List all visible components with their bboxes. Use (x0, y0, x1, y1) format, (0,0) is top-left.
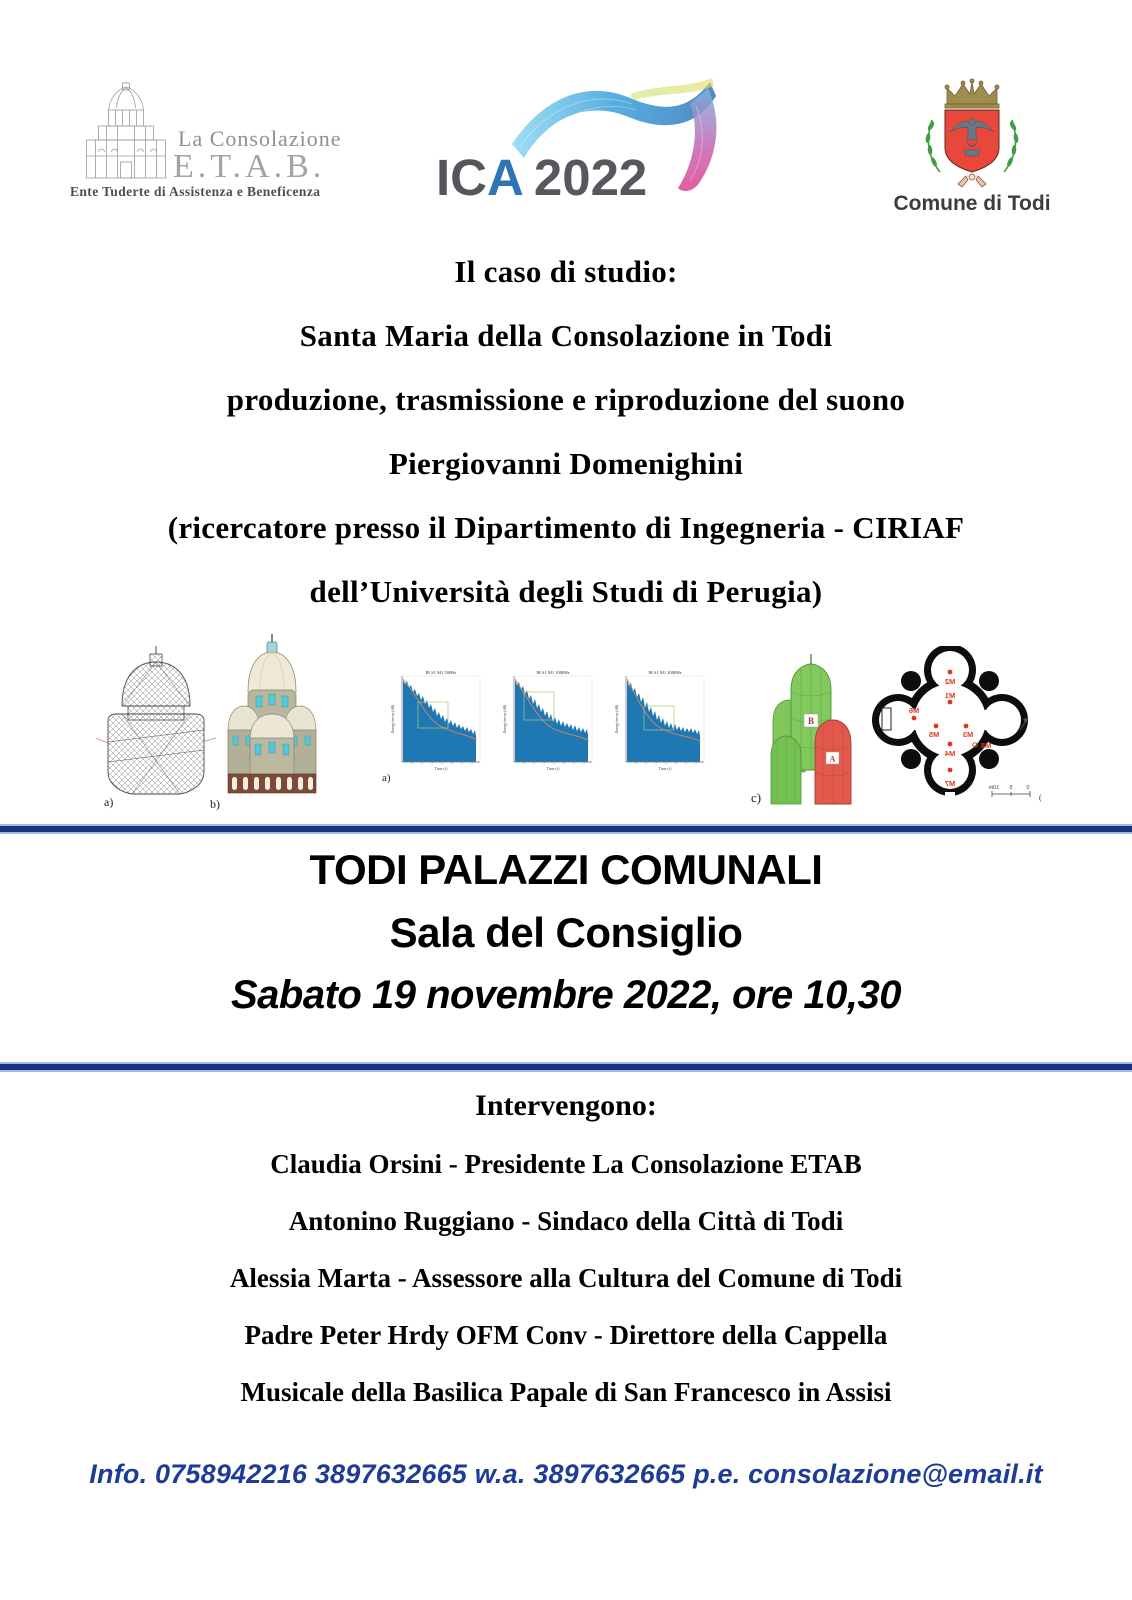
event-venue: TODI PALAZZI COMUNALI (309, 845, 823, 893)
etab-title: La Consolazione (178, 126, 342, 151)
plan-point-m8: M8 (980, 741, 992, 750)
wireframe-church-figure (92, 642, 220, 800)
plan-scale-0: 0 (1026, 785, 1030, 791)
plan-scale-10m: 10m (988, 785, 1000, 791)
plan-point-m4: M4 (944, 749, 956, 758)
divider-line-top (0, 824, 1132, 834)
plan-point-m5: M5 (928, 730, 940, 739)
speaker-antonino-ruggiano: Antonino Ruggiano - Sindaco della Città di Todi (288, 1206, 844, 1236)
footer-contact-info: Info. 0758942216 3897632665 w.a. 3897632665 p.e. consolazione@email.it (89, 1458, 1043, 1489)
speaker-padre-peter-hrdy: Padre Peter Hrdy OFM Conv - Direttore della Cappella (244, 1320, 888, 1350)
figure-label-a: a) (104, 795, 114, 809)
event-block (0, 838, 1132, 1027)
ica-2022-logo (430, 66, 722, 210)
title-line-3: produzione, trasmissione e riproduzione del suono (226, 382, 906, 417)
ica-year-text: 2022 (533, 149, 648, 206)
solid-church-figure (222, 634, 322, 802)
etab-acronym: E.T.A.B. (173, 148, 326, 185)
figure-label-charts: a) (382, 772, 391, 784)
title-line-6: dell’Università degli Studi di Perugia) (309, 574, 823, 609)
title-block (0, 240, 1132, 624)
plan-point-m3: M3 (962, 730, 974, 739)
chart-title: IR S1 M1 500Hz (425, 670, 457, 675)
figure-label-c: c) (751, 790, 762, 805)
zone-b-label: B (807, 716, 815, 726)
chart-xlabel: Time (s) (546, 767, 560, 771)
title-line-5: (ricercatore presso il Dipartimento di Ingegneria - CIRIAF (167, 510, 965, 545)
decay-chart-1000hz (500, 666, 600, 780)
decay-chart-2000hz (612, 666, 712, 780)
chart-xlabel: Time (s) (434, 767, 448, 771)
chart-title: IR S1 M1 2000Hz (648, 670, 682, 675)
ica-wordmark (436, 148, 647, 207)
plan-point-m6: M6 (908, 706, 920, 715)
title-line-2: Santa Maria della Consolazione in Todi (299, 318, 833, 353)
chart-ylabel: Energy decay (dB) (503, 704, 507, 734)
zone-a-label: A (829, 753, 836, 764)
etab-subtitle: Ente Tuderte di Assistenza e Beneficenza (70, 184, 321, 199)
title-line-1: Il caso di studio: (454, 254, 678, 289)
todi-label: Comune di Todi (893, 192, 1051, 215)
decay-chart-500hz (388, 666, 488, 780)
plan-point-m7: M7 (944, 779, 956, 788)
zone-model-figure (763, 652, 855, 812)
etab-logo (70, 82, 405, 202)
speakers-heading: Intervengono: (475, 1089, 657, 1122)
event-room: Sala del Consiglio (389, 908, 743, 956)
chart-title: IR S1 M1 1000Hz (536, 670, 570, 675)
speaker-padre-peter-hrdy-cont: Musicale della Basilica Papale di San Francesco in Assisi (240, 1377, 892, 1407)
plan-point-m2: M2 (944, 677, 956, 686)
speaker-alessia-marta: Alessia Marta - Assessore alla Cultura del Comune di Todi (229, 1263, 903, 1293)
speaker-claudia-orsini: Claudia Orsini - Presidente La Consolazione ETAB (270, 1149, 862, 1179)
chart-ylabel: Energy decay (dB) (615, 704, 619, 734)
title-line-4: Piergiovanni Domenighini (388, 446, 744, 481)
plan-point-m1: M1 (944, 691, 956, 700)
chart-ylabel: Energy decay (dB) (391, 704, 395, 734)
plan-corner-mark: ( (1039, 793, 1042, 802)
figure-label-b: b) (210, 797, 220, 811)
chart-xlabel: Time (s) (658, 767, 672, 771)
ica-a-text: A (487, 149, 524, 206)
decay-charts-row (388, 666, 712, 780)
floor-plan-figure (862, 646, 1044, 804)
etab-church-icon (78, 82, 174, 182)
ica-ic-text: IC (436, 149, 487, 206)
speakers-list (0, 1136, 1132, 1421)
todi-coat-of-arms-icon (892, 76, 1052, 192)
plan-scale-5: 5 (1009, 785, 1013, 791)
event-datetime: Sabato 19 novembre 2022, ore 10,30 (230, 973, 902, 1017)
divider-line-bottom (0, 1062, 1132, 1072)
comune-di-todi-logo (872, 74, 1072, 224)
